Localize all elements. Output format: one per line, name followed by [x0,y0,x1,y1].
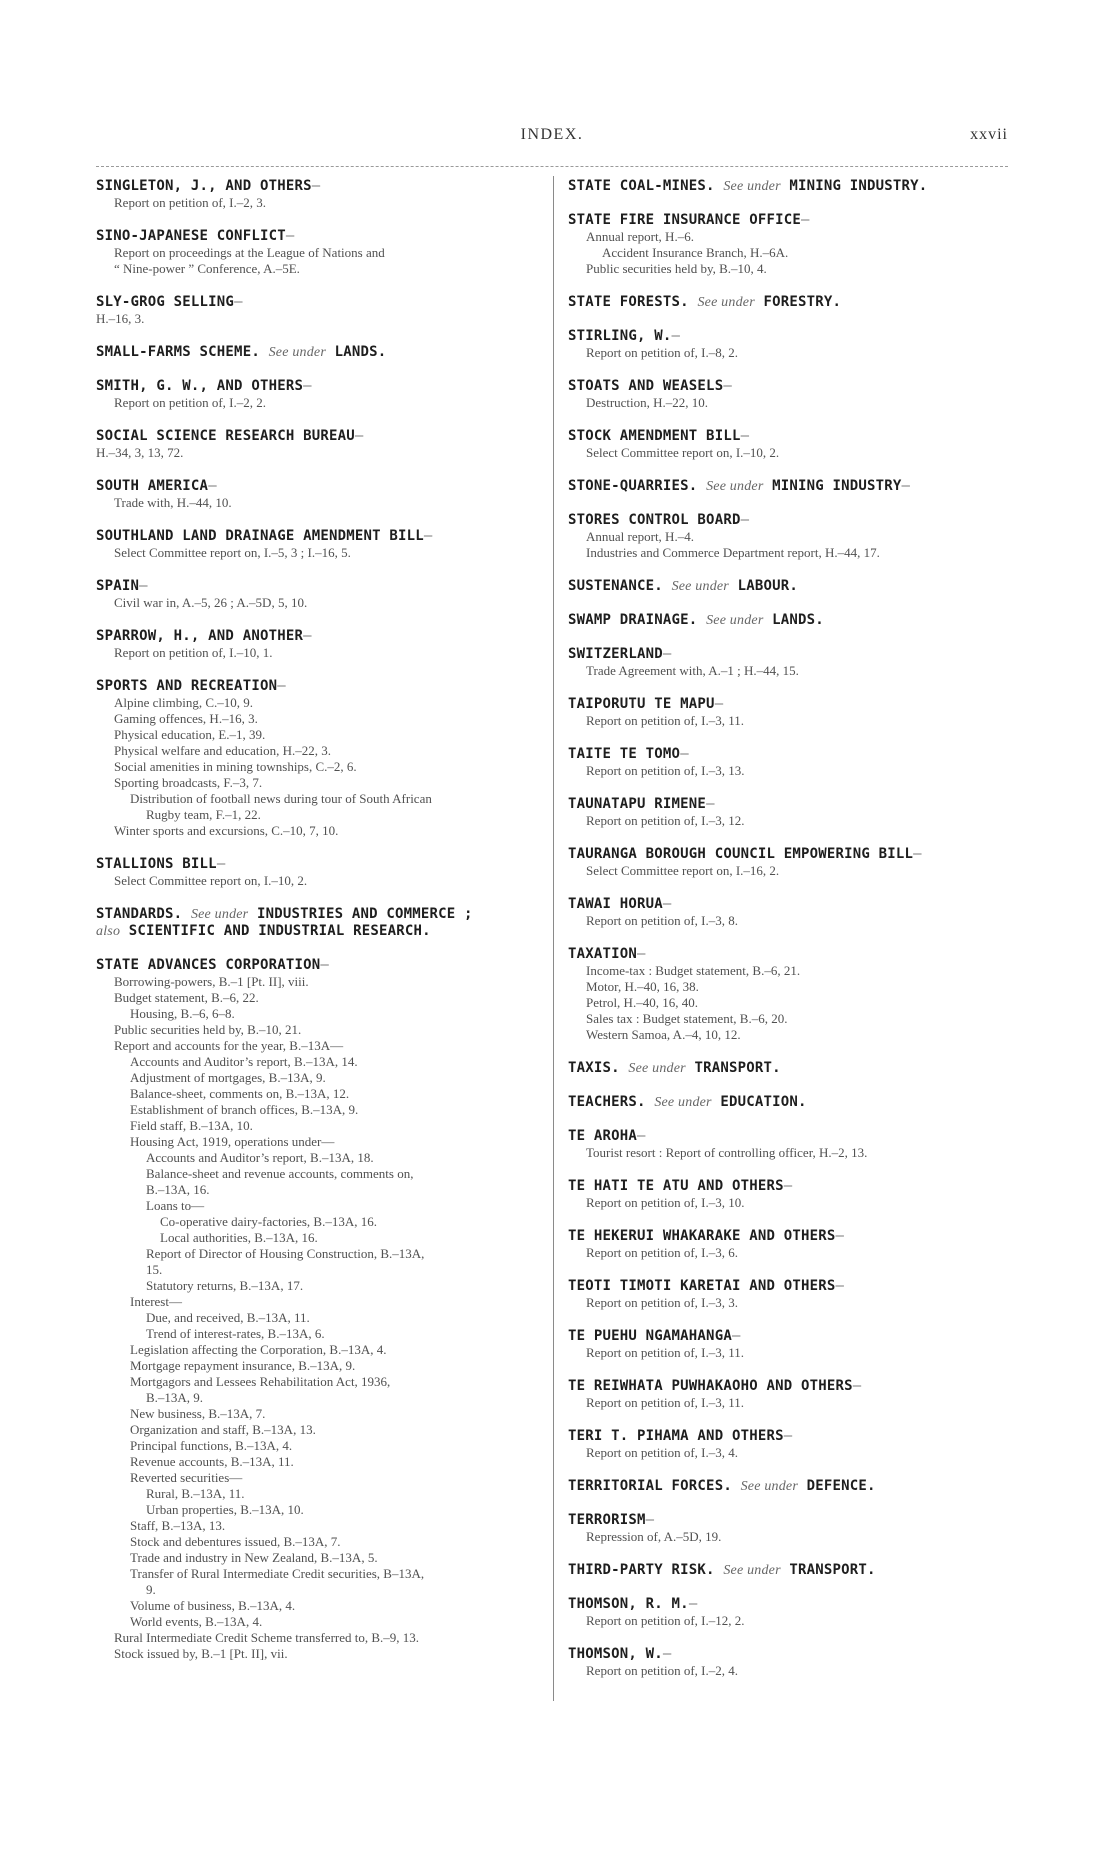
cross-reference: LABOUR. [737,578,798,594]
subentry: Housing Act, 1919, operations under— [130,1134,335,1149]
subentry: Public securities held by, B.–10, 4. [586,261,767,276]
entry-heading-text: STIRLING, W. [568,328,672,344]
subentry: B.–13A, 9. [146,1390,204,1405]
index-entry [568,946,1012,1043]
index-entry [568,796,1012,829]
subentry: Report on petition of, I.–8, 2. [586,345,739,360]
see-under-label: See under [740,1479,798,1494]
entry-heading [96,678,545,695]
index-entry [568,612,1012,629]
subentry: Winter sports and excursions, C.–10, 7, 10. [114,823,339,838]
cross-reference: TRANSPORT. [694,1060,781,1076]
subentry: H.–16, 3. [96,311,145,326]
subentry: Trade with, H.–44, 10. [114,495,232,510]
entry-heading-text: TE REIWHATA PUWHAKAOHO AND OTHERS [568,1378,853,1394]
entry-heading-text: TEACHERS. [568,1094,646,1110]
subentry: Co-operative dairy-factories, B.–13A, 16. [160,1214,377,1229]
subentry: Volume of business, B.–13A, 4. [130,1598,296,1613]
cross-reference: EDUCATION. [720,1094,807,1110]
subentry: Field staff, B.–13A, 10. [130,1118,253,1133]
subentry: Transfer of Rural Intermediate Credit securities, B–13A, [130,1566,425,1581]
entry-heading-text: SWITZERLAND [568,646,663,662]
index-entry [568,646,1012,679]
subentry: Report on petition of, I.–3, 3. [586,1295,739,1310]
entry-dash: — [303,378,312,394]
entry-dash: — [731,1328,741,1344]
subentry: Rural Intermediate Credit Scheme transferred to, B.–9, 13. [114,1630,420,1645]
entry-heading-text: SINO-JAPANESE CONFLICT [96,228,286,244]
subentry: Statutory returns, B.–13A, 17. [146,1278,304,1293]
index-entry [568,178,1012,195]
subentry: Due, and received, B.–13A, 11. [146,1310,310,1325]
entry-heading-text: TE HEKERUI WHAKARAKE AND OTHERS [568,1228,836,1244]
subentry: Repression of, A.–5D, 19. [586,1529,722,1544]
index-entry [96,856,545,889]
index-entry [568,696,1012,729]
entry-heading [568,1094,1012,1111]
see-under-label: See under [706,479,764,494]
entry-dash: — [835,1278,845,1294]
subentry: Principal functions, B.–13A, 4. [130,1438,293,1453]
entry-heading-text: TAIPORUTU TE MAPU [568,696,715,712]
entry-dash: — [285,228,295,244]
page-header [96,118,1008,148]
subentry: Trade Agreement with, A.–1 ; H.–44, 15. [586,663,799,678]
entry-heading-text: TAITE TE TOMO [568,746,681,762]
entry-dash: — [714,696,724,712]
entry-heading [568,696,1012,713]
entry-heading [568,378,1012,395]
index-entry [96,344,545,361]
index-entry [96,678,545,839]
header-rule [96,166,1008,167]
entry-heading [568,846,1012,863]
entry-heading [568,612,1012,629]
subentry: Report on petition of, I.–3, 10. [586,1195,745,1210]
cross-reference: LANDS. [334,344,387,360]
subentry: Urban properties, B.–13A, 10. [146,1502,304,1517]
entry-heading [568,746,1012,763]
cross-reference: TRANSPORT. [789,1562,876,1578]
entry-heading-text: SPORTS AND RECREATION [96,678,278,694]
index-entry [568,1278,1012,1311]
subentry: 15. [146,1262,163,1277]
entry-heading [96,344,545,361]
index-entry [568,294,1012,311]
entry-heading-text: SLY-GROG SELLING [96,294,235,310]
subentry: Report on petition of, I.–3, 11. [586,713,745,728]
entry-heading [568,1060,1012,1077]
entry-heading [568,512,1012,529]
index-entry [96,906,545,940]
subentry: Western Samoa, A.–4, 10, 12. [586,1027,741,1042]
index-entry [568,1060,1012,1077]
see-under-label: See under [628,1061,686,1076]
subentry: Report on petition of, I.–12, 2. [586,1613,745,1628]
also-label: also [96,924,121,939]
subentry: Report on petition of, I.–3, 13. [586,763,745,778]
page-title: INDEX. [520,126,584,143]
entry-dash: — [208,478,217,494]
entry-heading [568,896,1012,913]
entry-dash: — [723,378,732,394]
entry-heading-text: STANDARDS. [96,906,183,922]
entry-heading [96,478,545,495]
entry-heading-text: TAUNATAPU RIMENE [568,796,707,812]
entry-heading [568,1128,1012,1145]
subentry: Annual report, H.–6. [586,229,694,244]
index-entry [568,1228,1012,1261]
left-column [96,178,545,1679]
entry-heading [568,328,1012,345]
index-entry [96,578,545,611]
entry-heading [96,957,545,974]
entry-heading-text: STATE ADVANCES CORPORATION [96,957,321,973]
page-number: xxvii [970,126,1008,143]
index-entry [568,746,1012,779]
index-entry [96,428,545,461]
entry-heading [96,378,545,395]
entry-dash: — [671,328,681,344]
entry-heading [568,428,1012,445]
see-under-label: See under [723,179,781,194]
entry-heading [568,1428,1012,1445]
subentry: Establishment of branch offices, B.–13A, 9. [130,1102,359,1117]
entry-heading-text: TERI T. PIHAMA AND OTHERS [568,1428,784,1444]
subentry: Loans to— [146,1198,205,1213]
index-entry [96,628,545,661]
entry-dash: — [637,946,646,962]
entry-heading [568,1562,1012,1579]
subentry: Physical welfare and education, H.–22, 3. [114,743,331,758]
entry-dash: — [783,1428,793,1444]
subentry: Select Committee report on, I.–10, 2. [114,873,308,888]
entry-heading [568,646,1012,663]
index-entry [568,1646,1012,1679]
entry-dash: — [303,628,312,644]
see-under-label: See under [190,907,249,922]
entry-heading-text: TEOTI TIMOTI KARETAI AND OTHERS [568,1278,836,1294]
subentry: Stock and debentures issued, B.–13A, 7. [130,1534,341,1549]
subentry: World events, B.–13A, 4. [130,1614,263,1629]
subentry: Housing, B.–6, 6–8. [130,1006,235,1021]
subentry: Legislation affecting the Corporation, B.–13A, 4. [130,1342,387,1357]
subentry: Select Committee report on, I.–10, 2. [586,445,780,460]
subentry: Report on petition of, I.–3, 6. [586,1245,739,1260]
subentry: Budget statement, B.–6, 22. [114,990,259,1005]
entry-dash: — [688,1596,698,1612]
entry-dash: — [216,856,226,872]
entry-heading [568,294,1012,311]
entry-heading [96,294,545,311]
subentry: Sales tax : Budget statement, B.–6, 20. [586,1011,788,1026]
index-entry [568,1378,1012,1411]
entry-dash: — [320,957,329,973]
subentry: Reverted securities— [130,1470,243,1485]
entry-heading [568,1228,1012,1245]
entry-heading-text: SOCIAL SCIENCE RESEARCH BUREAU [96,428,355,444]
subentry: H.–34, 3, 13, 72. [96,445,184,460]
cross-reference: DEFENCE. [806,1478,876,1494]
entry-heading-text: TAXATION [568,946,638,962]
cross-reference: MINING INDUSTRY. [789,178,928,194]
entry-dash: — [740,428,750,444]
see-under-label: See under [706,613,764,628]
subentry: Interest— [130,1294,182,1309]
entry-heading-text: STOCK AMENDMENT BILL [568,428,741,444]
subentry: Report of Director of Housing Construction, B.–13A, [146,1246,425,1261]
entry-heading-text: THOMSON, R. M. [568,1596,689,1612]
entry-heading-text: SUSTENANCE. [568,578,663,594]
subentry: Accident Insurance Branch, H.–6A. [602,245,789,260]
subentry: “ Nine-power ” Conference, A.–5E. [114,261,300,276]
subentry: Report on petition of, I.–3, 11. [586,1345,745,1360]
entry-heading-text: THOMSON, W. [568,1646,663,1662]
index-entry [568,1428,1012,1461]
entry-heading [96,428,545,445]
entry-dash: — [423,528,433,544]
entry-dash: — [234,294,243,310]
subentry: Report on petition of, I.–3, 8. [586,913,739,928]
index-entry [96,957,545,1662]
index-entry [568,1596,1012,1629]
entry-heading [96,578,545,595]
subentry: Trade and industry in New Zealand, B.–13A, 5. [130,1550,378,1565]
subentry: Gaming offences, H.–16, 3. [114,711,258,726]
see-under-label: See under [723,1563,781,1578]
see-under-label: See under [268,345,326,360]
entry-heading [568,1646,1012,1663]
subentry: Physical education, E.–1, 39. [114,727,266,742]
subentry: Report on petition of, I.–3, 12. [586,813,745,828]
entry-dash: — [913,846,922,862]
entry-heading [96,628,545,645]
entry-heading [568,212,1012,229]
subentry: Sporting broadcasts, F.–3, 7. [114,775,263,790]
see-under-label: See under [671,579,729,594]
index-entry [568,1328,1012,1361]
index-entry [568,328,1012,361]
entry-heading-text: TE AROHA [568,1128,638,1144]
entry-heading [568,1328,1012,1345]
entry-dash: — [662,1646,672,1662]
subentry: Report on petition of, I.–2, 4. [586,1663,739,1678]
subentry: Report on petition of, I.–3, 4. [586,1445,739,1460]
subentry: Annual report, H.–4. [586,529,694,544]
entry-heading-text: SMITH, G. W., AND OTHERS [96,378,304,394]
entry-heading-text: STOATS AND WEASELS [568,378,724,394]
subentry: Adjustment of mortgages, B.–13A, 9. [130,1070,326,1085]
subentry: Revenue accounts, B.–13A, 11. [130,1454,294,1469]
subentry: Report and accounts for the year, B.–13A— [114,1038,344,1053]
entry-dash: — [277,678,286,694]
entry-heading [96,906,545,923]
entry-heading [568,1178,1012,1195]
entry-heading-text: STATE COAL-MINES. [568,178,715,194]
entry-heading [568,1478,1012,1495]
entry-dash: — [139,578,148,594]
entry-dash: — [662,896,672,912]
subentry: Rugby team, F.–1, 22. [146,807,261,822]
subentry: Staff, B.–13A, 13. [130,1518,226,1533]
index-entry [96,228,545,277]
subentry: Select Committee report on, I.–16, 2. [586,863,780,878]
index-entry [96,294,545,327]
index-entry [568,1178,1012,1211]
entry-heading [96,178,545,195]
entry-heading-text: SINGLETON, J., AND OTHERS [96,178,312,194]
entry-heading [568,1596,1012,1613]
subentry: Report on petition of, I.–2, 2. [114,395,267,410]
index-entry [568,512,1012,561]
index-entry [568,1094,1012,1111]
entry-heading [568,796,1012,813]
subentry: Mortgagors and Lessees Rehabilitation Act, 1936, [130,1374,391,1389]
entry-heading [568,1512,1012,1529]
subentry: Stock issued by, B.–1 [Pt. II], vii. [114,1646,288,1661]
entry-heading-text: STATE FORESTS. [568,294,689,310]
subentry: Report on petition of, I.–2, 3. [114,195,267,210]
index-entry [568,1512,1012,1545]
entry-heading [96,228,545,245]
subentry: Organization and staff, B.–13A, 13. [130,1422,316,1437]
see-under-label: See under [654,1095,712,1110]
entry-heading-text: STONE-QUARRIES. [568,478,698,494]
subentry: 9. [146,1582,156,1597]
index-entry [96,378,545,411]
subentry: Public securities held by, B.–10, 21. [114,1022,302,1037]
entry-heading [568,578,1012,595]
entry-heading [568,1378,1012,1395]
entry-heading [568,1278,1012,1295]
index-entry [568,378,1012,411]
entry-dash: — [637,1128,646,1144]
entry-heading-text: STALLIONS BILL [96,856,217,872]
entry-heading-text: TAXIS. [568,1060,620,1076]
entry-heading-text: SPARROW, H., AND ANOTHER [96,628,304,644]
subentry: Alpine climbing, C.–10, 9. [114,695,254,710]
index-entry [568,428,1012,461]
index-entry [568,212,1012,277]
subentry: Income-tax : Budget statement, B.–6, 21. [586,963,801,978]
subentry: Destruction, H.–22, 10. [586,395,709,410]
entry-heading-text: SOUTH AMERICA [96,478,209,494]
cross-reference: MINING INDUSTRY [772,478,902,494]
cross-reference: LANDS. [772,612,824,628]
entry-dash: — [901,478,911,494]
subentry: Accounts and Auditor’s report, B.–13A, 18. [146,1150,374,1165]
entry-dash: — [662,646,672,662]
entry-dash: — [800,212,810,228]
entry-heading-text: TE HATI TE ATU AND OTHERS [568,1178,784,1194]
entry-dash: — [783,1178,793,1194]
entry-heading-text: TE PUEHU NGAMAHANGA [568,1328,732,1344]
entry-heading-text: SWAMP DRAINAGE. [568,612,698,628]
subentry: Report on petition of, I.–10, 1. [114,645,273,660]
index-entry [96,178,545,211]
entry-heading [568,178,1012,195]
entry-dash: — [311,178,321,194]
index-entry [568,1562,1012,1579]
subentry: Balance-sheet and revenue accounts, comments on, [146,1166,414,1181]
index-entry [568,1478,1012,1495]
entry-dash: — [680,746,689,762]
index-entry [568,896,1012,929]
entry-dash: — [645,1512,655,1528]
subentry: Local authorities, B.–13A, 16. [160,1230,318,1245]
entry-heading-text: STORES CONTROL BOARD [568,512,741,528]
subentry: Petrol, H.–40, 16, 40. [586,995,698,1010]
cross-reference-continued [96,923,545,940]
subentry: Civil war in, A.–5, 26 ; A.–5D, 5, 10. [114,595,308,610]
entry-heading [96,856,545,873]
subentry: Tourist resort : Report of controlling officer, H.–2, 13. [586,1145,868,1160]
cross-reference: SCIENTIFIC AND INDUSTRIAL RESEARCH. [128,923,431,939]
subentry: Trend of interest-rates, B.–13A, 6. [146,1326,325,1341]
index-entry [96,478,545,511]
entry-heading [568,946,1012,963]
subentry: B.–13A, 16. [146,1182,210,1197]
subentry: New business, B.–13A, 7. [130,1406,266,1421]
subentry: Motor, H.–40, 16, 38. [586,979,699,994]
subentry: Report on proceedings at the League of Nations and [114,245,385,260]
entry-dash: — [740,512,750,528]
index-entry [568,846,1012,879]
entry-dash: — [852,1378,862,1394]
subentry: Balance-sheet, comments on, B.–13A, 12. [130,1086,350,1101]
subentry: Borrowing-powers, B.–1 [Pt. II], viii. [114,974,309,989]
entry-heading-text: SMALL-FARMS SCHEME. [96,344,260,360]
subentry: Social amenities in mining townships, C.–2, 6. [114,759,357,774]
entry-heading-text: STATE FIRE INSURANCE OFFICE [568,212,801,228]
subentry: Rural, B.–13A, 11. [146,1486,245,1501]
cross-reference: FORESTRY. [763,294,842,310]
entry-dash: — [354,428,364,444]
entry-heading-text: THIRD-PARTY RISK. [568,1562,715,1578]
index-entry [568,1128,1012,1161]
entry-heading-text: TERRORISM [568,1512,646,1528]
subentry: Report on petition of, I.–3, 11. [586,1395,745,1410]
subentry: Accounts and Auditor’s report, B.–13A, 14. [130,1054,358,1069]
entry-dash: — [835,1228,845,1244]
index-entry [568,578,1012,595]
entry-heading [568,478,1012,495]
entry-heading [96,528,545,545]
subentry: Mortgage repayment insurance, B.–13A, 9. [130,1358,356,1373]
subentry: Select Committee report on, I.–5, 3 ; I.–16, 5. [114,545,351,560]
cross-reference: INDUSTRIES AND COMMERCE ; [256,906,473,922]
column-divider [553,176,554,1701]
entry-heading-text: TAURANGA BOROUGH COUNCIL EMPOWERING BILL [568,846,914,862]
entry-dash: — [706,796,715,812]
entry-heading-text: TERRITORIAL FORCES. [568,1478,732,1494]
subentry: Distribution of football news during tour of South African [130,791,432,806]
subentry: Industries and Commerce Department report, H.–44, 17. [586,545,880,560]
entry-heading-text: SPAIN [96,578,140,594]
index-entry [96,528,545,561]
entry-heading-text: TAWAI HORUA [568,896,663,912]
index-entry [568,478,1012,495]
right-column [568,178,1012,1696]
see-under-label: See under [697,295,755,310]
entry-heading-text: SOUTHLAND LAND DRAINAGE AMENDMENT BILL [96,528,424,544]
